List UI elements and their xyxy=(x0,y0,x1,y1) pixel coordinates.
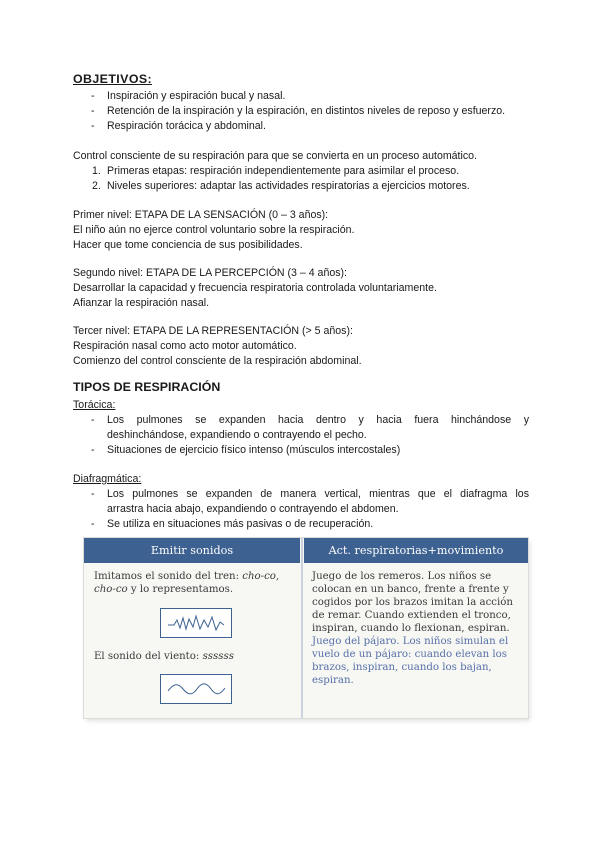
table-header-actividades: Act. respiratorias+movimiento xyxy=(304,538,528,563)
nivel-line: Hacer que tome conciencia de sus posibilidades. xyxy=(73,239,303,251)
nivel-line: Respiración nasal como acto motor automático. xyxy=(73,340,297,352)
nivel-line: El niño aún no ejerce control voluntario sobre la respiración. xyxy=(73,224,355,236)
diafragmatica-label: Diafragmática: xyxy=(73,473,142,485)
objetivos-list xyxy=(73,89,505,134)
nivel-3 xyxy=(73,324,362,369)
control-section xyxy=(73,149,477,194)
nivel-heading: Segundo nivel: ETAPA DE LA PERCEPCIÓN (3 – 4 años): xyxy=(73,267,347,279)
nivel-heading: Primer nivel: ETAPA DE LA SENSACIÓN (0 – 3 años): xyxy=(73,209,329,221)
sine-wave-icon xyxy=(160,674,232,704)
list-item: - Respiración torácica y abdominal. xyxy=(91,120,266,132)
control-intro: Control consciente de su respiración para que se convierta en un proceso automático. xyxy=(73,150,477,162)
toracica-section xyxy=(73,398,529,458)
nivel-line: Desarrollar la capacidad y frecuencia respiratoria controlada voluntariamente. xyxy=(73,282,437,294)
list-item: - Inspiración y espiración bucal y nasal. xyxy=(91,90,286,102)
list-item: - Se utiliza en situaciones más pasivas o de recuperación. xyxy=(91,518,374,530)
nivel-1 xyxy=(73,208,355,253)
activities-table xyxy=(84,538,528,718)
nivel-line: Comienzo del control consciente de la respiración abdominal. xyxy=(73,355,362,367)
remeros-cell: Juego de los remeros. Los niños se colocan en un banco, frente a frente y cogidos por los brazos imitan la acción de remar. Cuando extienden el tronco, inspiran, cuando lo flexionan, espiran. xyxy=(312,571,513,634)
list-item: 1. Primeras etapas: respiración independientemente para asimilar el proceso. xyxy=(92,165,460,177)
nivel-heading: Tercer nivel: ETAPA DE LA REPRESENTACIÓN (> 5 años): xyxy=(73,325,353,337)
toracica-label: Torácica: xyxy=(73,399,116,411)
zigzag-wave-icon xyxy=(160,608,232,638)
list-item: - Los pulmones se expanden hacia dentro y hacia fuera hinchándose y deshinchándose, expandiendo o contrayendo el pecho. xyxy=(91,414,529,441)
list-item: - Retención de la inspiración y la espiración, en distintos niveles de reposo y esfuerzo. xyxy=(91,105,506,117)
viento-cell: El sonido del viento: ssssss xyxy=(94,651,234,662)
list-item: - Situaciones de ejercicio físico intenso (músculos intercostales) xyxy=(91,444,401,456)
tipos-title: TIPOS DE RESPIRACIÓN xyxy=(73,380,221,394)
tren-cell: Imitamos el sonido del tren: cho-co, cho-co y lo representamos. xyxy=(94,571,280,595)
nivel-line: Afianzar la respiración nasal. xyxy=(73,297,210,309)
list-item: 2. Niveles superiores: adaptar las actividades respiratorias a ejercicios motores. xyxy=(92,180,470,192)
table-header-sonidos: Emitir sonidos xyxy=(84,538,300,563)
column-divider xyxy=(301,538,303,718)
diafragmatica-section xyxy=(73,472,529,532)
objetivos-title: OBJETIVOS: xyxy=(73,72,153,86)
list-item: - Los pulmones se expanden de manera vertical, mientras que el diafragma los arrastra hacia abajo, expandiendo o contrayendo el abdomen. xyxy=(91,488,529,515)
nivel-2 xyxy=(73,266,437,311)
pajaro-cell: Juego del pájaro. Los niños simulan el vuelo de un pájaro: cuando elevan los brazos, inspiran, cuando los bajan, espiran. xyxy=(312,636,509,686)
